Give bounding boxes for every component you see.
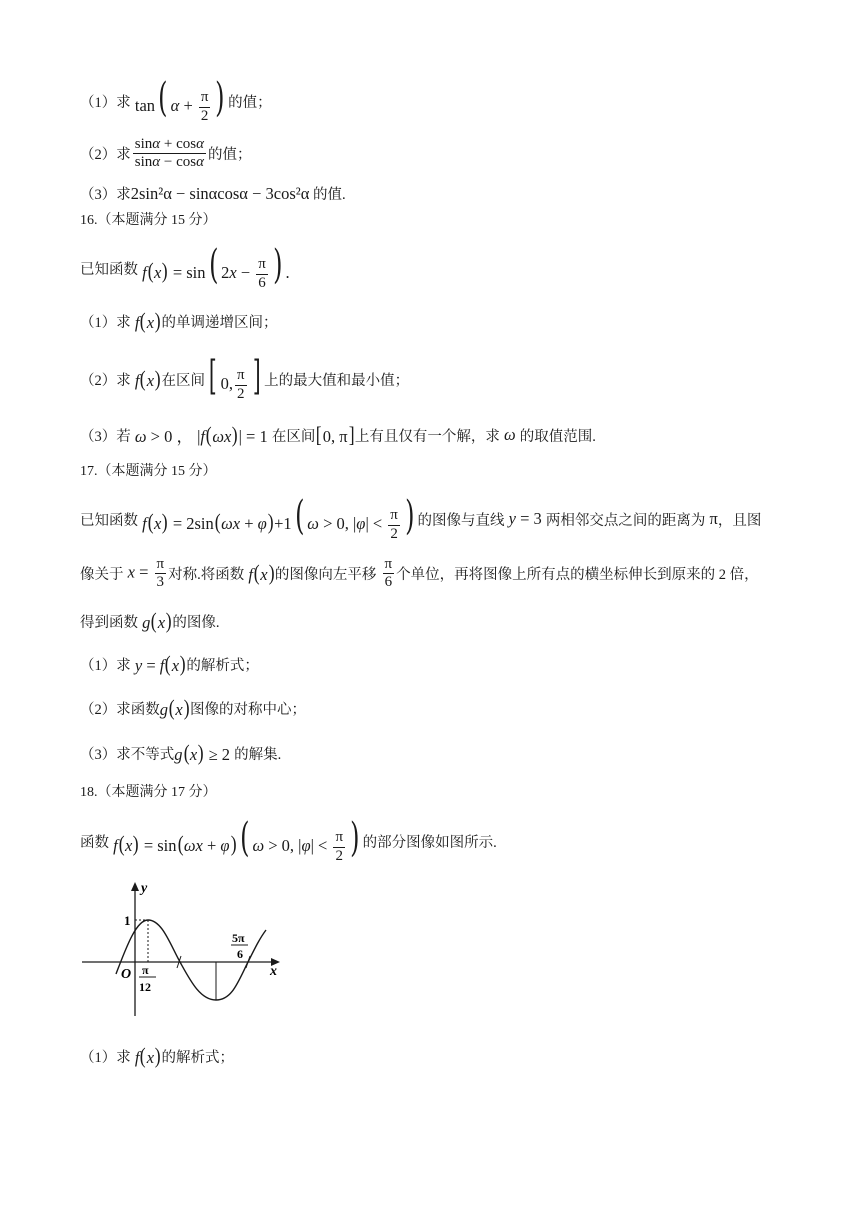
q16-p1-pre: （1）求 <box>80 315 131 331</box>
q17-p3-math: g(x) ≥ 2 <box>174 740 235 765</box>
y-one-label: 1 <box>124 913 131 928</box>
q18-stem-math: f(x) = sin(ωx + φ)( ω > 0, |φ| < $\frac{\pi}{2}$ ) <box>113 815 360 864</box>
q16-p2-interval: [ 0, $\frac{\pi}{2}$ ] <box>208 353 261 402</box>
q17-line3-a: 得到函数 <box>80 615 138 631</box>
q17-p1-pre: （1）求 <box>80 658 131 674</box>
q17-p3-post: 的解集. <box>234 747 282 763</box>
q17-p2-math: g(x) <box>159 695 190 720</box>
q16-header <box>80 209 217 229</box>
q15-part2 <box>80 136 251 172</box>
q17-header <box>80 460 217 480</box>
q18-p1-pre: （1）求 <box>80 1050 131 1066</box>
q15-p2-fraction: $\frac{\sin\alpha + \cos\alpha}{\sin\alpha - \cos\alpha}$ <box>134 136 204 171</box>
q17-part1 <box>80 653 259 676</box>
q17-stem-line3 <box>80 610 219 633</box>
sine-graph-figure <box>80 878 290 1018</box>
q17-stem-math1: f(x) = 2sin(ωx + φ)+1( ω > 0, |φ| < $\frac{\pi}{2}$ ) <box>142 493 415 542</box>
q17-stem-math2: y = 3 <box>508 509 546 529</box>
q15-p2-post: 的值； <box>207 147 252 164</box>
q17-header-text: 17.（本题满分 15 分） <box>80 464 217 479</box>
q16-part1 <box>80 310 277 333</box>
q17-line3-math: g(x) <box>142 608 172 633</box>
x-axis-label: x <box>270 964 277 979</box>
q16-p1-math: f(x) <box>134 308 161 333</box>
q18-stem-pre: 函数 <box>80 834 109 851</box>
q16-stem-math: f(x) = sin( 2x − $\frac{\pi}{6}$ ) . <box>142 242 290 291</box>
y-axis-label: y <box>141 881 148 896</box>
q16-p2-mid: 在区间 <box>161 372 205 389</box>
q17-line2-b: 对称.将函数 <box>168 567 245 584</box>
q16-stem <box>80 242 290 292</box>
q15-p1-pre: （1）求 <box>80 94 131 111</box>
q16-part2 <box>80 353 410 403</box>
q17-stem-line2 <box>80 556 759 592</box>
q17-stem-pi: π <box>705 509 718 529</box>
q15-p3-post: 的值. <box>312 187 346 203</box>
q15-p2-pre: （2）求 <box>80 147 131 164</box>
q16-part3 <box>80 423 596 447</box>
q17-stem-line1 <box>80 493 762 543</box>
q15-p3-expr: 2sin²α − sinαcosα − 3cos²α <box>130 183 310 203</box>
q16-p2-post: 上的最大值和最小值； <box>264 372 410 389</box>
q17-stem-a: 的图像与直线 <box>417 512 505 529</box>
q16-header-text: 16.（本题满分 15 分） <box>80 213 217 228</box>
q17-stem-c: ，且图 <box>717 512 762 529</box>
q16-p3-math1: ω > 0 ， |f(ωx)| = 1 <box>134 422 272 447</box>
q18-header-text: 18.（本题满分 17 分） <box>80 785 217 800</box>
q17-part2 <box>80 697 306 720</box>
q17-stem-pre: 已知函数 <box>80 512 138 529</box>
q17-p1-post: 的解析式； <box>186 658 259 674</box>
q18-stem <box>80 815 497 865</box>
tick-5pi-6-num: 5π <box>232 931 245 945</box>
q15-part3 <box>80 183 346 204</box>
q17-p3-pre: （3）求不等式 <box>80 747 175 763</box>
q17-line2-a: 像关于 <box>80 567 124 584</box>
q18-stem-post: 的部分图像如图所示. <box>362 834 497 851</box>
q17-line3-b: 的图像. <box>172 615 220 631</box>
q15-part1 <box>80 75 272 125</box>
q17-line2-math2: f(x) <box>248 560 275 586</box>
q16-p3-omega: ω <box>499 425 520 444</box>
q18-p1-math: f(x) <box>134 1043 161 1068</box>
q17-line2-math3: $\frac{\pi}{6}$ <box>384 556 393 591</box>
q17-line2-d: 个单位，再将图像上所有点的横坐标伸长到原来的 2 倍， <box>396 567 759 584</box>
q17-p2-pre: （2）求函数 <box>80 702 160 718</box>
q15-p1-post: 的值； <box>228 94 272 111</box>
q16-stem-pre: 已知函数 <box>80 261 138 278</box>
q18-header <box>80 781 217 801</box>
q16-p2-pre: （2）求 <box>80 372 131 389</box>
q17-line2-c: 的图像向左平移 <box>274 567 377 584</box>
tick-pi-12-den: 12 <box>139 980 151 994</box>
origin-label: O <box>121 967 132 982</box>
q16-p3-interval: [0, π] <box>316 421 355 447</box>
q18-p1-post: 的解析式； <box>161 1050 234 1066</box>
q15-p1-math: tan( α + $\frac{\pi}{2}$ ) <box>130 75 225 124</box>
y-axis-arrow-icon <box>131 882 139 891</box>
q16-p1-post: 的单调递增区间； <box>161 315 278 331</box>
tick-5pi-6-den: 6 <box>237 947 243 961</box>
q18-part1 <box>80 1045 234 1068</box>
q15-p3-pre: （3）求 <box>80 187 131 203</box>
q16-p2-math1: f(x) <box>134 365 161 391</box>
q16-p3-mid: 在区间 <box>271 428 316 445</box>
q16-p3-pre: （3）若 <box>80 428 131 445</box>
q17-stem-b: 两相邻交点之间的距离为 <box>545 512 706 529</box>
q17-line2-math1: x = $\frac{\pi}{3}$ <box>127 556 165 591</box>
tick-pi-12-num: π <box>142 963 149 977</box>
q16-p3-end: 的取值范围. <box>519 428 596 445</box>
q17-part3 <box>80 742 281 765</box>
q17-p1-math: y = f(x) <box>134 651 186 676</box>
q16-p3-post: 上有且仅有一个解，求 <box>354 428 500 445</box>
q17-p2-post: 图像的对称中心； <box>189 702 306 718</box>
